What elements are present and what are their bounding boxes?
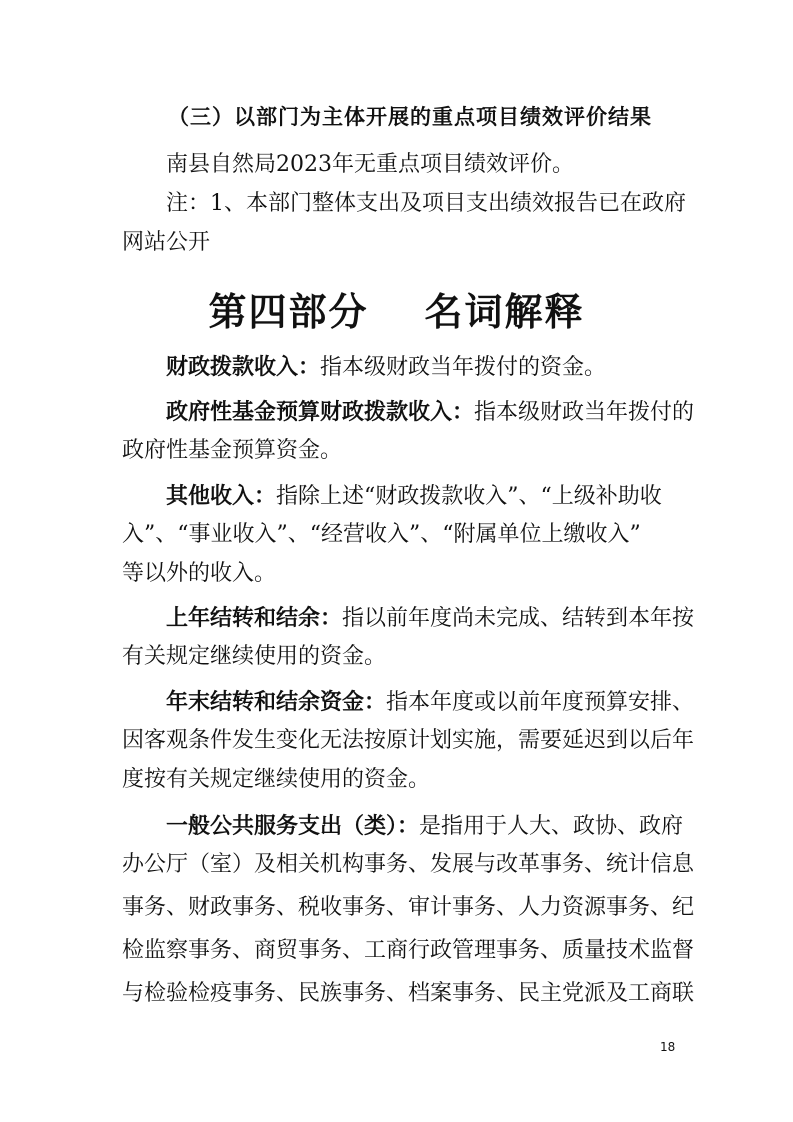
term-paragraph (166, 397, 694, 428)
part-title-right: 名词解释 (424, 289, 585, 334)
term-text: 指除上述“财政拨款收入”、“上级补助收 (276, 484, 662, 509)
term-text: 指本级财政当年拨付的 (474, 400, 695, 425)
term-text: 检监察事务、商贸事务、工商行政管理事务、质量技术监督 (122, 938, 695, 963)
term-text: 等以外的收入。 (122, 561, 277, 586)
term-text: 度按有关规定继续使用的资金。 (122, 767, 431, 792)
term-paragraph (166, 811, 683, 842)
note-line-2: 网站公开 (122, 230, 211, 255)
part-title-left: 第四部分 (208, 289, 369, 334)
term-paragraph (166, 687, 694, 718)
term-text: 政府性基金预算资金。 (122, 438, 343, 463)
intro-line: 南县自然局2023年无重点项目绩效评价。 (166, 152, 574, 177)
term-text: 指本级财政当年拨付的资金。 (320, 355, 607, 380)
term-text: 办公厅（室）及相关机构事务、发展与改革事务、统计信息 (122, 852, 695, 877)
term-text: 入”、“事业收入”、“经营收入”、“附属单位上缴收入” (122, 522, 641, 547)
term-label: 一般公共服务支出（类）： (166, 813, 420, 839)
term-paragraph (166, 603, 694, 634)
term-text: 事务、财政事务、税收事务、审计事务、人力资源事务、纪 (122, 895, 695, 920)
term-paragraph (166, 481, 662, 512)
term-text: 因客观条件发生变化无法按原计划实施，需要延迟到以后年 (122, 728, 695, 753)
term-label: 政府性基金预算财政拨款收入： (166, 399, 475, 425)
term-label: 其他收入： (166, 483, 277, 509)
term-text: 指以前年度尚未完成、结转到本年按 (342, 606, 695, 631)
term-paragraph (166, 352, 606, 383)
term-text: 指本年度或以前年度预算安排、 (386, 690, 695, 715)
note-line-1: 注：1、本部门整体支出及项目支出绩效报告已在政府 (166, 191, 686, 216)
part-title (0, 290, 793, 334)
term-text: 有关规定继续使用的资金。 (122, 644, 387, 669)
term-label: 财政拨款收入： (166, 354, 321, 380)
term-label: 上年结转和结余： (166, 605, 343, 631)
term-label: 年末结转和结余资金： (166, 689, 387, 715)
term-text: 是指用于人大、政协、政府 (419, 814, 684, 839)
section-heading: （三）以部门为主体开展的重点项目绩效评价结果 (168, 104, 652, 129)
term-text: 与检验检疫事务、民族事务、档案事务、民主党派及工商联 (122, 981, 695, 1006)
page-number: 18 (660, 1040, 676, 1054)
